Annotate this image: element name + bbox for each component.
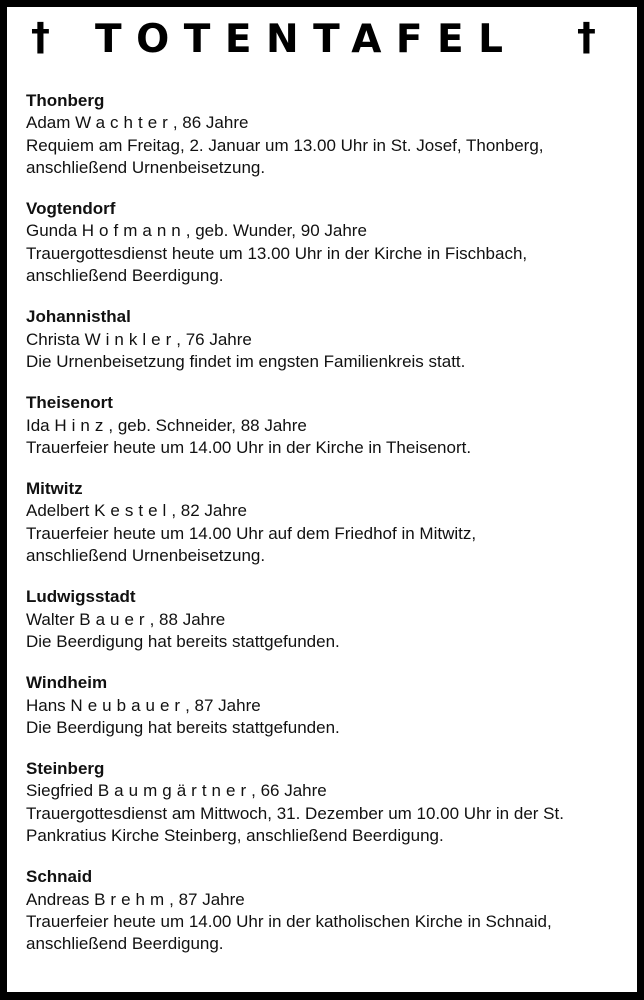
page-title: TOTENTAFEL (95, 17, 518, 62)
first-name: Andreas (26, 889, 90, 909)
age-info: , 76 Jahre (176, 329, 252, 349)
service-details: Trauerfeier heute um 14.00 Uhr in der katholischen Kirche in Schnaid, (26, 911, 552, 931)
cross-icon: † (31, 15, 50, 59)
first-name: Adam (26, 113, 71, 133)
surname: Wachter (75, 113, 173, 133)
obituary-entry (26, 198, 626, 287)
surname: Hinz (54, 415, 109, 435)
place-name: Steinberg (26, 759, 105, 779)
place-name: Vogtendorf (26, 199, 116, 219)
age-info: , 88 Jahre (149, 609, 226, 629)
obituary-board (7, 7, 637, 992)
cross-icon: † (577, 15, 596, 59)
service-details: anschließend Beerdigung. (26, 934, 224, 954)
service-details: Die Beerdigung hat bereits stattgefunden. (26, 631, 340, 651)
service-details: Trauergottesdienst heute um 13.00 Uhr in der Kirche in Fischbach, (26, 243, 528, 263)
age-info: , geb. Schneider, 88 Jahre (108, 415, 307, 435)
first-name: Siegfried (26, 781, 94, 801)
first-name: Hans (26, 695, 66, 715)
surname: Bauer (79, 609, 150, 629)
surname: Kestel (94, 501, 172, 521)
obituary-entry (26, 758, 626, 847)
surname: Brehm (94, 889, 170, 909)
deceased-line (26, 500, 626, 522)
place-name: Thonberg (26, 91, 105, 110)
place-name: Schnaid (26, 867, 93, 887)
service-details: anschließend Urnenbeisetzung. (26, 546, 266, 566)
obituary-entry (26, 306, 626, 373)
header (7, 7, 637, 67)
obituary-entry (26, 392, 626, 459)
age-info: , 82 Jahre (171, 501, 247, 521)
age-info: , 87 Jahre (185, 695, 261, 715)
surname: Baumgärtner (97, 781, 252, 801)
place-name: Ludwigsstadt (26, 587, 136, 607)
service-details: anschließend Urnenbeisetzung. (26, 157, 266, 177)
service-details: Pankratius Kirche Steinberg, anschließend Beerdigung. (26, 826, 444, 846)
place-name: Theisenort (26, 393, 113, 413)
age-info: , 66 Jahre (251, 781, 327, 801)
age-info: , geb. Wunder, 90 Jahre (185, 221, 367, 241)
age-info: , 86 Jahre (172, 113, 249, 133)
obituary-entry (26, 866, 626, 955)
deceased-line (26, 695, 626, 717)
deceased-line (26, 780, 626, 802)
service-details: anschließend Beerdigung. (26, 266, 224, 286)
first-name: Walter (26, 609, 75, 629)
service-details: Die Urnenbeisetzung findet im engsten Familienkreis statt. (26, 351, 466, 371)
obituary-list (26, 90, 626, 975)
first-name: Ida (26, 415, 50, 435)
deceased-line (26, 329, 626, 351)
service-details: Trauerfeier heute um 14.00 Uhr in der Kirche in Theisenort. (26, 437, 472, 457)
obituary-entry (26, 672, 626, 739)
age-info: , 87 Jahre (169, 889, 245, 909)
deceased-line (26, 112, 626, 134)
obituary-entry (26, 90, 626, 179)
surname: Hofmann (81, 221, 186, 241)
place-name: Windheim (26, 673, 108, 693)
deceased-line (26, 889, 626, 911)
deceased-line (26, 220, 626, 242)
first-name: Adelbert (26, 501, 90, 521)
surname: Winkler (84, 329, 177, 349)
obituary-entry (26, 586, 626, 653)
first-name: Gunda (26, 221, 78, 241)
deceased-line (26, 415, 626, 437)
place-name: Johannisthal (26, 307, 131, 327)
place-name: Mitwitz (26, 479, 83, 499)
service-details: Requiem am Freitag, 2. Januar um 13.00 Uhr in St. Josef, Thonberg, (26, 135, 544, 155)
service-details: Trauergottesdienst am Mittwoch, 31. Dezember um 10.00 Uhr in der St. (26, 803, 564, 823)
service-details: Trauerfeier heute um 14.00 Uhr auf dem Friedhof in Mitwitz, (26, 523, 477, 543)
first-name: Christa (26, 329, 80, 349)
deceased-line (26, 609, 626, 631)
obituary-entry (26, 478, 626, 567)
service-details: Die Beerdigung hat bereits stattgefunden. (26, 717, 340, 737)
surname: Neubauer (70, 695, 186, 715)
